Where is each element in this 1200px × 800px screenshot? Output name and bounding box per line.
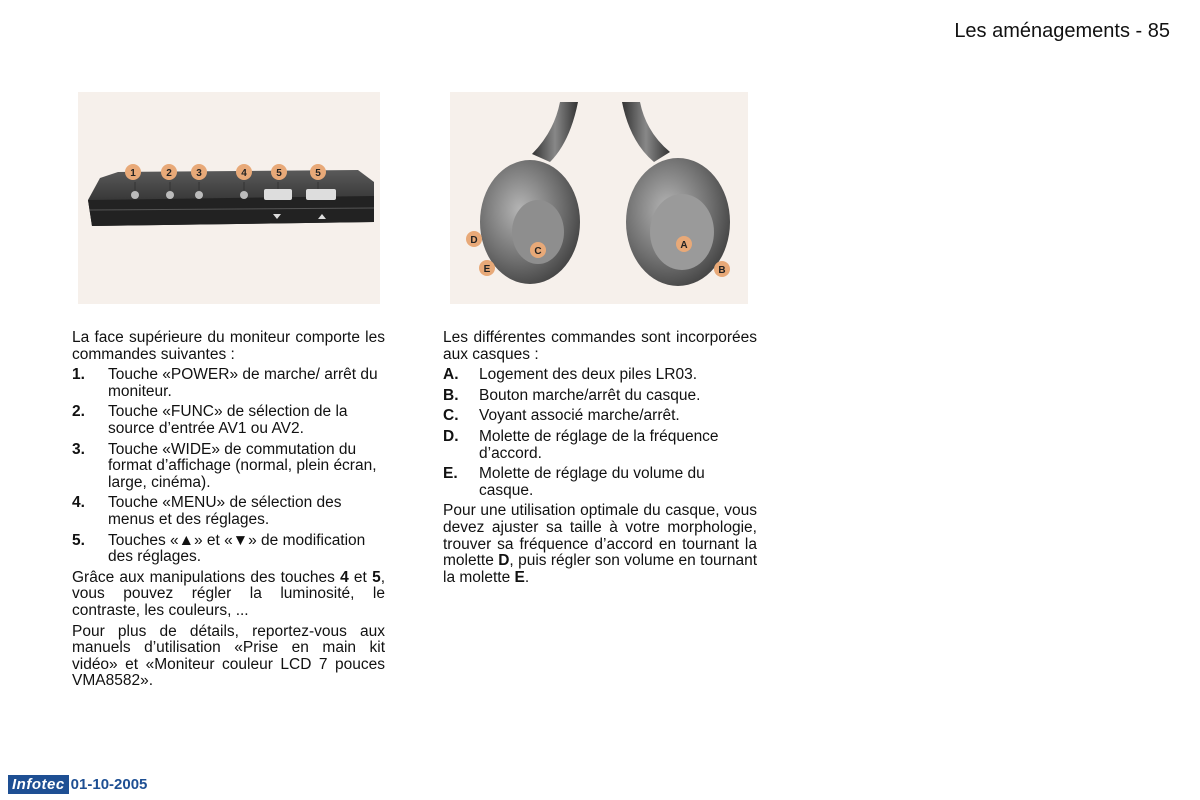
monitor-figure [78, 92, 380, 304]
list-item: 2. Touche «FUNC» de sélection de la source d’entrée AV1 ou AV2. [72, 403, 348, 437]
list-item: 3. Touche «WIDE» de commutation du format d’affichage (normal, plein écran, large, cinéma). [72, 440, 377, 491]
monitor-label: 4 [241, 168, 247, 179]
monitor-label: 2 [166, 168, 172, 179]
headphones-figure [450, 92, 748, 304]
monitor-controls-list [72, 367, 385, 566]
right-column [443, 330, 757, 590]
footer-date: 01-10-2005 [70, 776, 148, 793]
list-item: 1. Touche «POWER» de marche/ arrêt du moniteur. [72, 366, 378, 400]
headphone-label: E [483, 264, 491, 275]
monitor-label: 1 [130, 168, 136, 179]
list-item: 5. Touches «▲» et «▼» de modification des réglages. [72, 531, 366, 566]
left-intro: La face supérieure du moniteur comporte les commandes suivantes : [72, 329, 385, 363]
headphone-label: C [534, 246, 542, 257]
headphone-controls-list [443, 367, 757, 499]
right-intro: Les différentes commandes sont incorporées aux casques : [443, 329, 757, 363]
infotec-logo: Infotec [8, 775, 69, 794]
page-header: Les aménagements - 85 [954, 20, 1170, 42]
list-item: B. Bouton marche/arrêt du casque. [443, 386, 701, 404]
list-item: C. Voyant associé marche/arrêt. [443, 407, 680, 425]
headphone-label: D [470, 235, 478, 246]
left-column [72, 330, 385, 694]
monitor-label: 5 [315, 168, 321, 179]
list-item: A. Logement des deux piles LR03. [443, 366, 698, 384]
headphone-label: A [680, 240, 688, 251]
monitor-label: 3 [196, 168, 202, 179]
footer [8, 775, 147, 794]
list-item: D. Molette de réglage de la fréquence d’accord. [443, 427, 719, 462]
list-item: E. Molette de réglage du volume du casque. [443, 465, 705, 499]
left-paragraph-1: Grâce aux manipulations des touches 4 et 5, vous pouvez régler la luminosité, le contraste, les couleurs, ... [72, 568, 385, 619]
left-paragraph-2: Pour plus de détails, reportez-vous aux manuels d’utilisation «Prise en main kit vidéo» et «Moniteur couleur LCD 7 pouces VMA8582». [72, 622, 385, 690]
list-item: 4. Touche «MENU» de sélection des menus et des réglages. [72, 494, 342, 528]
right-paragraph-1: Pour une utilisation optimale du casque, vous devez ajuster sa taille à votre morphologie, trouver sa fréquence d’accord en tournant la molette D, puis régler son volume en tournant la molette E. [443, 502, 758, 586]
monitor-label: 5 [276, 168, 282, 179]
headphone-label: B [718, 265, 726, 276]
